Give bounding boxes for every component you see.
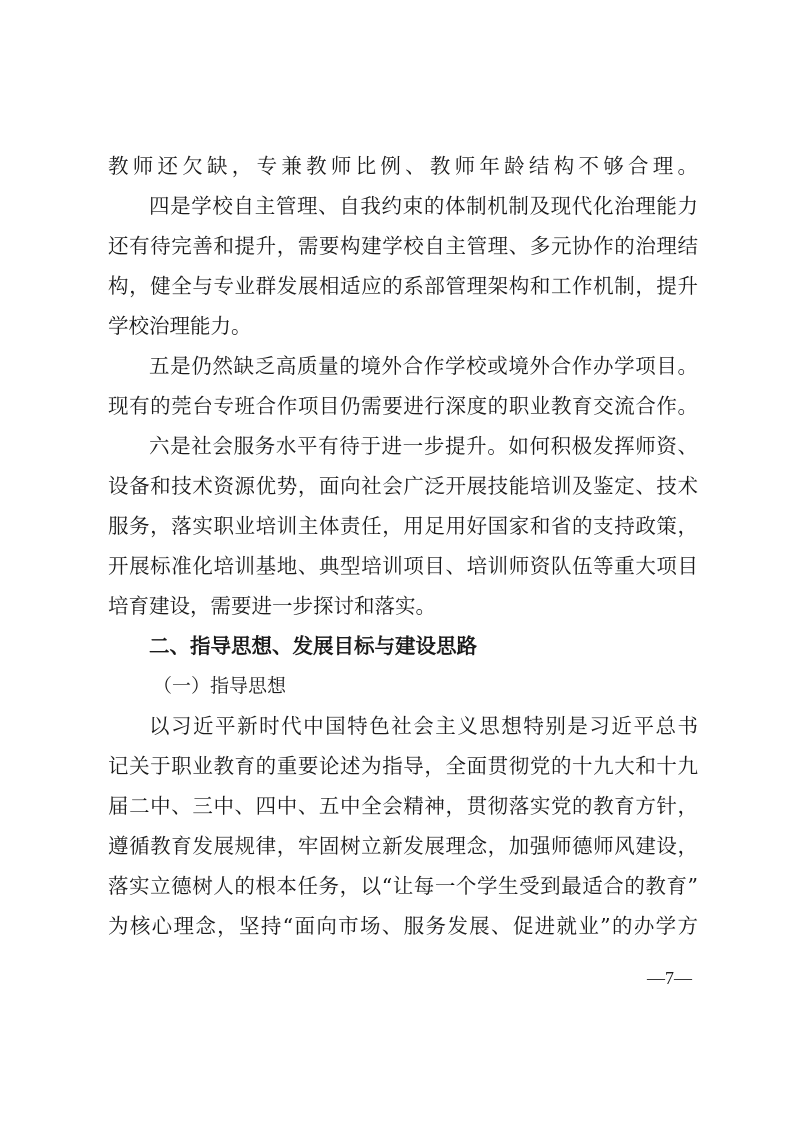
text-line: 记关于职业教育的重要论述为指导，全面贯彻党的十九大和十九 <box>108 754 698 778</box>
section-heading: 二、指导思想、发展目标与建设思路 <box>149 634 477 658</box>
text-line: 学校治理能力。 <box>108 314 252 338</box>
text-line: 六是社会服务水平有待于进一步提升。如何积极发挥师资、 <box>149 434 698 458</box>
text-line: 四是学校自主管理、自我约束的体制机制及现代化治理能力 <box>149 194 698 218</box>
text-line: 落实立德树人的根本任务，以“让每一个学生受到最适合的教育” <box>108 874 698 898</box>
text-line: 还有待完善和提升，需要构建学校自主管理、多元协作的治理结 <box>108 234 698 258</box>
text-line: 为核心理念，坚持“面向市场、服务发展、促进就业”的办学方 <box>108 914 698 938</box>
text-line: 以习近平新时代中国特色社会主义思想特别是习近平总书 <box>149 714 698 738</box>
text-line: 培育建设，需要进一步探讨和落实。 <box>108 594 436 618</box>
text-line: 设备和技术资源优势，面向社会广泛开展技能培训及鉴定、技术 <box>108 474 698 498</box>
page-number: —7— <box>647 968 692 988</box>
text-line: 遵循教育发展规律，牢固树立新发展理念，加强师德师风建设， <box>108 834 698 858</box>
text-line: 现有的莞台专班合作项目仍需要进行深度的职业教育交流合作。 <box>108 394 698 418</box>
text-line: 五是仍然缺乏高质量的境外合作学校或境外合作办学项目。 <box>149 354 698 378</box>
subsection-heading: （一）指导思想 <box>153 675 287 697</box>
text-line: 届二中、三中、四中、五中全会精神，贯彻落实党的教育方针， <box>108 794 698 818</box>
text-line: 教师还欠缺，专兼教师比例、教师年龄结构不够合理。 <box>108 154 698 178</box>
body-text <box>108 146 698 946</box>
text-line: 开展标准化培训基地、典型培训项目、培训师资队伍等重大项目 <box>108 554 698 578</box>
text-line: 服务，落实职业培训主体责任，用足用好国家和省的支持政策， <box>108 514 698 538</box>
text-line: 构，健全与专业群发展相适应的系部管理架构和工作机制，提升 <box>108 274 698 298</box>
